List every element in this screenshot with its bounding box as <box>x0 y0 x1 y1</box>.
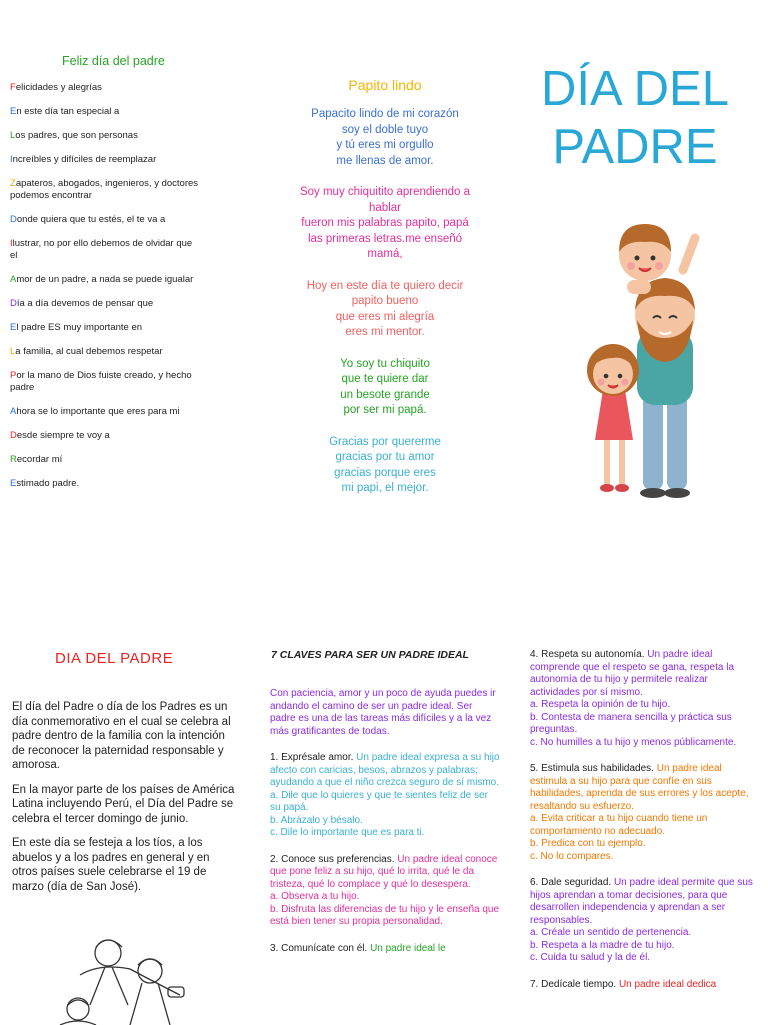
acrostic-initial: E <box>10 106 17 117</box>
clave-description: Un padre ideal expresa a su hijo afecto con caricias, besos, abrazos y palabras; ayudando a que el niño crezca seguro de sí mismo. <box>270 752 500 788</box>
acrostic-text: esde siempre te voy a <box>16 430 110 441</box>
acrostic-text: lustrar, no por ello debemos de olvidar que el <box>10 238 193 261</box>
clave-text <box>270 854 500 892</box>
poem-line: Papacito lindo de mi corazón <box>311 108 459 120</box>
clave-text <box>530 649 760 699</box>
poem-line: gracias porque eres <box>334 466 436 479</box>
big-title <box>520 60 750 176</box>
acrostic-text: a familia, al cual debemos respetar <box>15 346 163 357</box>
clave-text <box>530 877 760 927</box>
daughter-dress <box>595 390 633 440</box>
poem-line: gracias por tu amor <box>335 451 435 463</box>
poem-line: las primeras letras.me enseñó <box>307 232 463 245</box>
acrostic-item <box>10 478 200 490</box>
intro-text <box>12 700 238 904</box>
poem-title: Papito lindo <box>348 77 422 93</box>
acrostic-item <box>10 406 200 418</box>
poem-line: que eres mi alegría <box>335 310 435 323</box>
clave-block <box>530 763 760 863</box>
acrostic-initial: L <box>10 346 16 357</box>
acrostic-initial: L <box>10 130 16 141</box>
clave-tip: a. Respeta la opinión de tu hijo. <box>530 699 671 710</box>
clave-tip: a. Créale un sentido de pertenencia. <box>530 927 692 938</box>
clave-heading: 1. Exprésale amor. <box>270 752 357 763</box>
acrostic-item <box>10 82 200 94</box>
clave-tip: b. Abrázalo y bésalo. <box>270 814 363 826</box>
clave-tip: a. Dile que lo quieres y que te sientes feliz de ser su papá. <box>270 789 488 813</box>
poem-line: papito bueno <box>351 295 419 307</box>
acrostic-item <box>10 178 200 202</box>
intro-paragraph: El día del Padre o día de los Padres es un día conmemorativo en el cual se celebra al padre dentro de la familia con la intención de reconocer la paternidad responsable y amorosa. <box>12 701 231 771</box>
clave-block <box>270 752 500 840</box>
acrostic-initial: Z <box>10 178 16 189</box>
son-raised-arm <box>683 238 695 270</box>
poem-line: eres mi mentor. <box>345 326 425 338</box>
clave-description: Un padre ideal le <box>370 942 446 954</box>
clave-text <box>530 979 760 992</box>
acrostic-text: n este día tan especial a <box>16 106 120 117</box>
poem-line: soy el doble tuyo <box>341 123 429 136</box>
poem-line: mamá, <box>367 248 403 260</box>
acrostic-initial: D <box>10 214 17 225</box>
father-leg-right <box>667 395 687 490</box>
clave-tip: a. Evita criticar a tu hijo cuando tiene un comportamiento no adecuado. <box>530 813 708 837</box>
clave-text <box>270 943 500 956</box>
clave-heading: 5. Estimula sus habilidades. <box>530 763 657 774</box>
acrostic-item <box>10 430 200 442</box>
acrostic-item <box>10 274 200 286</box>
poem-body <box>280 107 490 513</box>
clave-text <box>530 763 760 813</box>
acrostic-initial: F <box>10 82 16 93</box>
poem-line: Gracias por quererme <box>329 435 441 448</box>
clave-heading: 3. Comunícate con él. <box>270 942 371 954</box>
acrostic-text: ncreíbles y difíciles de reemplazar <box>12 154 157 165</box>
father-leg-left <box>643 395 663 490</box>
acrostic-initial: A <box>10 406 17 417</box>
claves-column-right <box>530 649 760 1005</box>
acrostic-text: elicidades y alegrías <box>15 82 102 93</box>
acrostic-item <box>10 370 200 394</box>
claves-title: 7 CLAVES PARA SER UN PADRE IDEAL <box>271 649 469 661</box>
clave-block <box>530 877 760 965</box>
clave-description: Un padre ideal permite que sus hijos aprendan a tomar decisiones, para que desarrollen independencia y aprendan a ser responsables. <box>530 877 753 926</box>
clave-description: Un padre ideal conoce que pone feliz a su hijo, qué lo irrita, qué le da tristeza, qué lo complace y qué lo desespera. <box>270 853 498 890</box>
acrostic-item <box>10 106 200 118</box>
father-shoe-right <box>664 488 690 498</box>
acrostic-text: hora se lo importante que eres para mi <box>16 406 180 417</box>
acrostic-initial: A <box>10 274 17 285</box>
clave-tip: c. No humilles a tu hijo y menos públicamente. <box>530 736 737 748</box>
clave-heading: 2. Conoce sus preferencias. <box>270 853 398 865</box>
acrostic-item <box>10 214 200 226</box>
clave-block <box>270 943 500 956</box>
clave-tip: b. Disfruta las diferencias de tu hijo y le enseña que está bien tener su propia personalidad. <box>270 903 500 927</box>
poem-line: mi papi, el mejor. <box>341 482 429 494</box>
poem-line: y tú eres mi orgullo <box>336 139 434 151</box>
poem-line: Hoy en este día te quiero decir <box>306 279 464 292</box>
intro-paragraph: En la mayor parte de los países de América Latina incluyendo Perú, el Día del Padre se celebra el tercer domingo de junio. <box>12 783 235 825</box>
acrostic-item <box>10 454 200 466</box>
acrostic-text: ecordar mí <box>16 454 63 465</box>
big-title-line2: PADRE <box>552 120 718 174</box>
acrostic-item <box>10 346 200 358</box>
coloring-family-illustration <box>50 935 190 1025</box>
acrostic-initial: E <box>10 322 17 333</box>
clave-heading: 7. Dedícale tiempo. <box>530 978 619 990</box>
clave-text <box>270 752 500 790</box>
father-shoe-left <box>640 488 666 498</box>
acrostic-item <box>10 238 200 262</box>
acrostic-item <box>10 322 200 334</box>
poem-stanza <box>280 107 490 169</box>
acrostic-text: ía a día devemos de pensar que <box>16 298 154 309</box>
acrostic-text: os padres, que son personas <box>15 130 138 141</box>
acrostic-text: stimado padre. <box>16 478 80 489</box>
acrostic-initial: E <box>10 478 17 489</box>
poem-line: me llenas de amor. <box>336 154 434 167</box>
clave-block <box>270 854 500 929</box>
son-arm <box>627 280 651 294</box>
acrostic-title: Feliz día del padre <box>62 54 165 68</box>
acrostic-text: or la mano de Dios fuiste creado, y hecho padre <box>10 370 192 393</box>
acrostic-initial: I <box>10 154 13 165</box>
acrostic-text: apateros, abogados, ingenieros, y doctores podemos encontrar <box>10 178 199 201</box>
intro-paragraph: En este día se festeja a los tíos, a los abuelos y a los padres en general y en otros países suele celebrarse el 19 de marzo (día de San José). <box>12 837 210 893</box>
clave-tip: c. Dile lo importante que es para ti. <box>270 827 425 838</box>
clave-tip: c. No lo compares. <box>530 850 614 862</box>
poem-stanza <box>280 435 490 497</box>
poem-line: un besote grande <box>340 388 430 401</box>
father-children-illustration <box>575 210 765 500</box>
clave-description: Un padre ideal estimula a su hijo para que confíe en sus habilidades, aprenda de sus errores y los acepte, resaltando su esfuerzo. <box>530 763 749 812</box>
poem-line: Yo soy tu chiquito <box>340 357 430 370</box>
clave-description: Un padre ideal comprende que el respeto se gana, respeta la autonomía de tu hijo y permitele realizar actividades por sí mismo. <box>530 649 735 698</box>
clave-tip: b. Predica con tu ejemplo. <box>530 838 646 849</box>
poem-stanza <box>280 185 490 263</box>
acrostic-text: l padre ES muy importante en <box>16 322 143 333</box>
poem-stanza <box>280 357 490 419</box>
poem-line: fueron mis palabras papito, papá <box>301 217 469 229</box>
clave-block <box>530 979 760 992</box>
acrostic-text: onde quiera que tu estés, el te va a <box>16 214 166 225</box>
clave-tip: b. Respeta a la madre de tu hijo. <box>530 939 675 951</box>
poem-stanza <box>280 279 490 341</box>
clave-tip: a. Observa a tu hijo. <box>270 891 360 902</box>
acrostic-text: mor de un padre, a nada se puede igualar <box>16 274 194 285</box>
poem-line: hablar <box>369 201 401 214</box>
clave-heading: 6. Dale seguridad. <box>530 877 614 888</box>
clave-description: Un padre ideal dedica <box>618 978 717 990</box>
intro-title: DIA DEL PADRE <box>55 650 174 667</box>
acrostic-initial: R <box>10 454 17 465</box>
acrostic-initial: D <box>10 298 17 309</box>
acrostic-item <box>10 154 200 166</box>
big-title-line1: DÍA DEL <box>541 62 729 116</box>
poem-line: Soy muy chiquitito aprendiendo a <box>299 186 471 198</box>
acrostic-item <box>10 298 200 310</box>
acrostic-list <box>10 82 200 502</box>
poem-line: por ser mi papá. <box>343 404 427 416</box>
clave-tip: c. Cuida tu salud y la de él. <box>530 952 651 963</box>
poem-line: que te quiere dar <box>341 373 429 385</box>
acrostic-initial: I <box>10 238 13 249</box>
claves-column-middle <box>270 688 500 969</box>
clave-block <box>530 649 760 749</box>
acrostic-item <box>10 130 200 142</box>
clave-tip: b. Contesta de manera sencilla y práctica sus preguntas. <box>530 711 732 735</box>
clave-heading: 4. Respeta su autonomía. <box>530 649 648 660</box>
acrostic-initial: P <box>10 370 17 381</box>
claves-intro: Con paciencia, amor y un poco de ayuda puedes ir andando el camino de ser un padre ideal. Ser padre es una de las tareas más difíciles y a la vez más gratificantes de todas. <box>270 688 496 737</box>
acrostic-initial: D <box>10 430 17 441</box>
